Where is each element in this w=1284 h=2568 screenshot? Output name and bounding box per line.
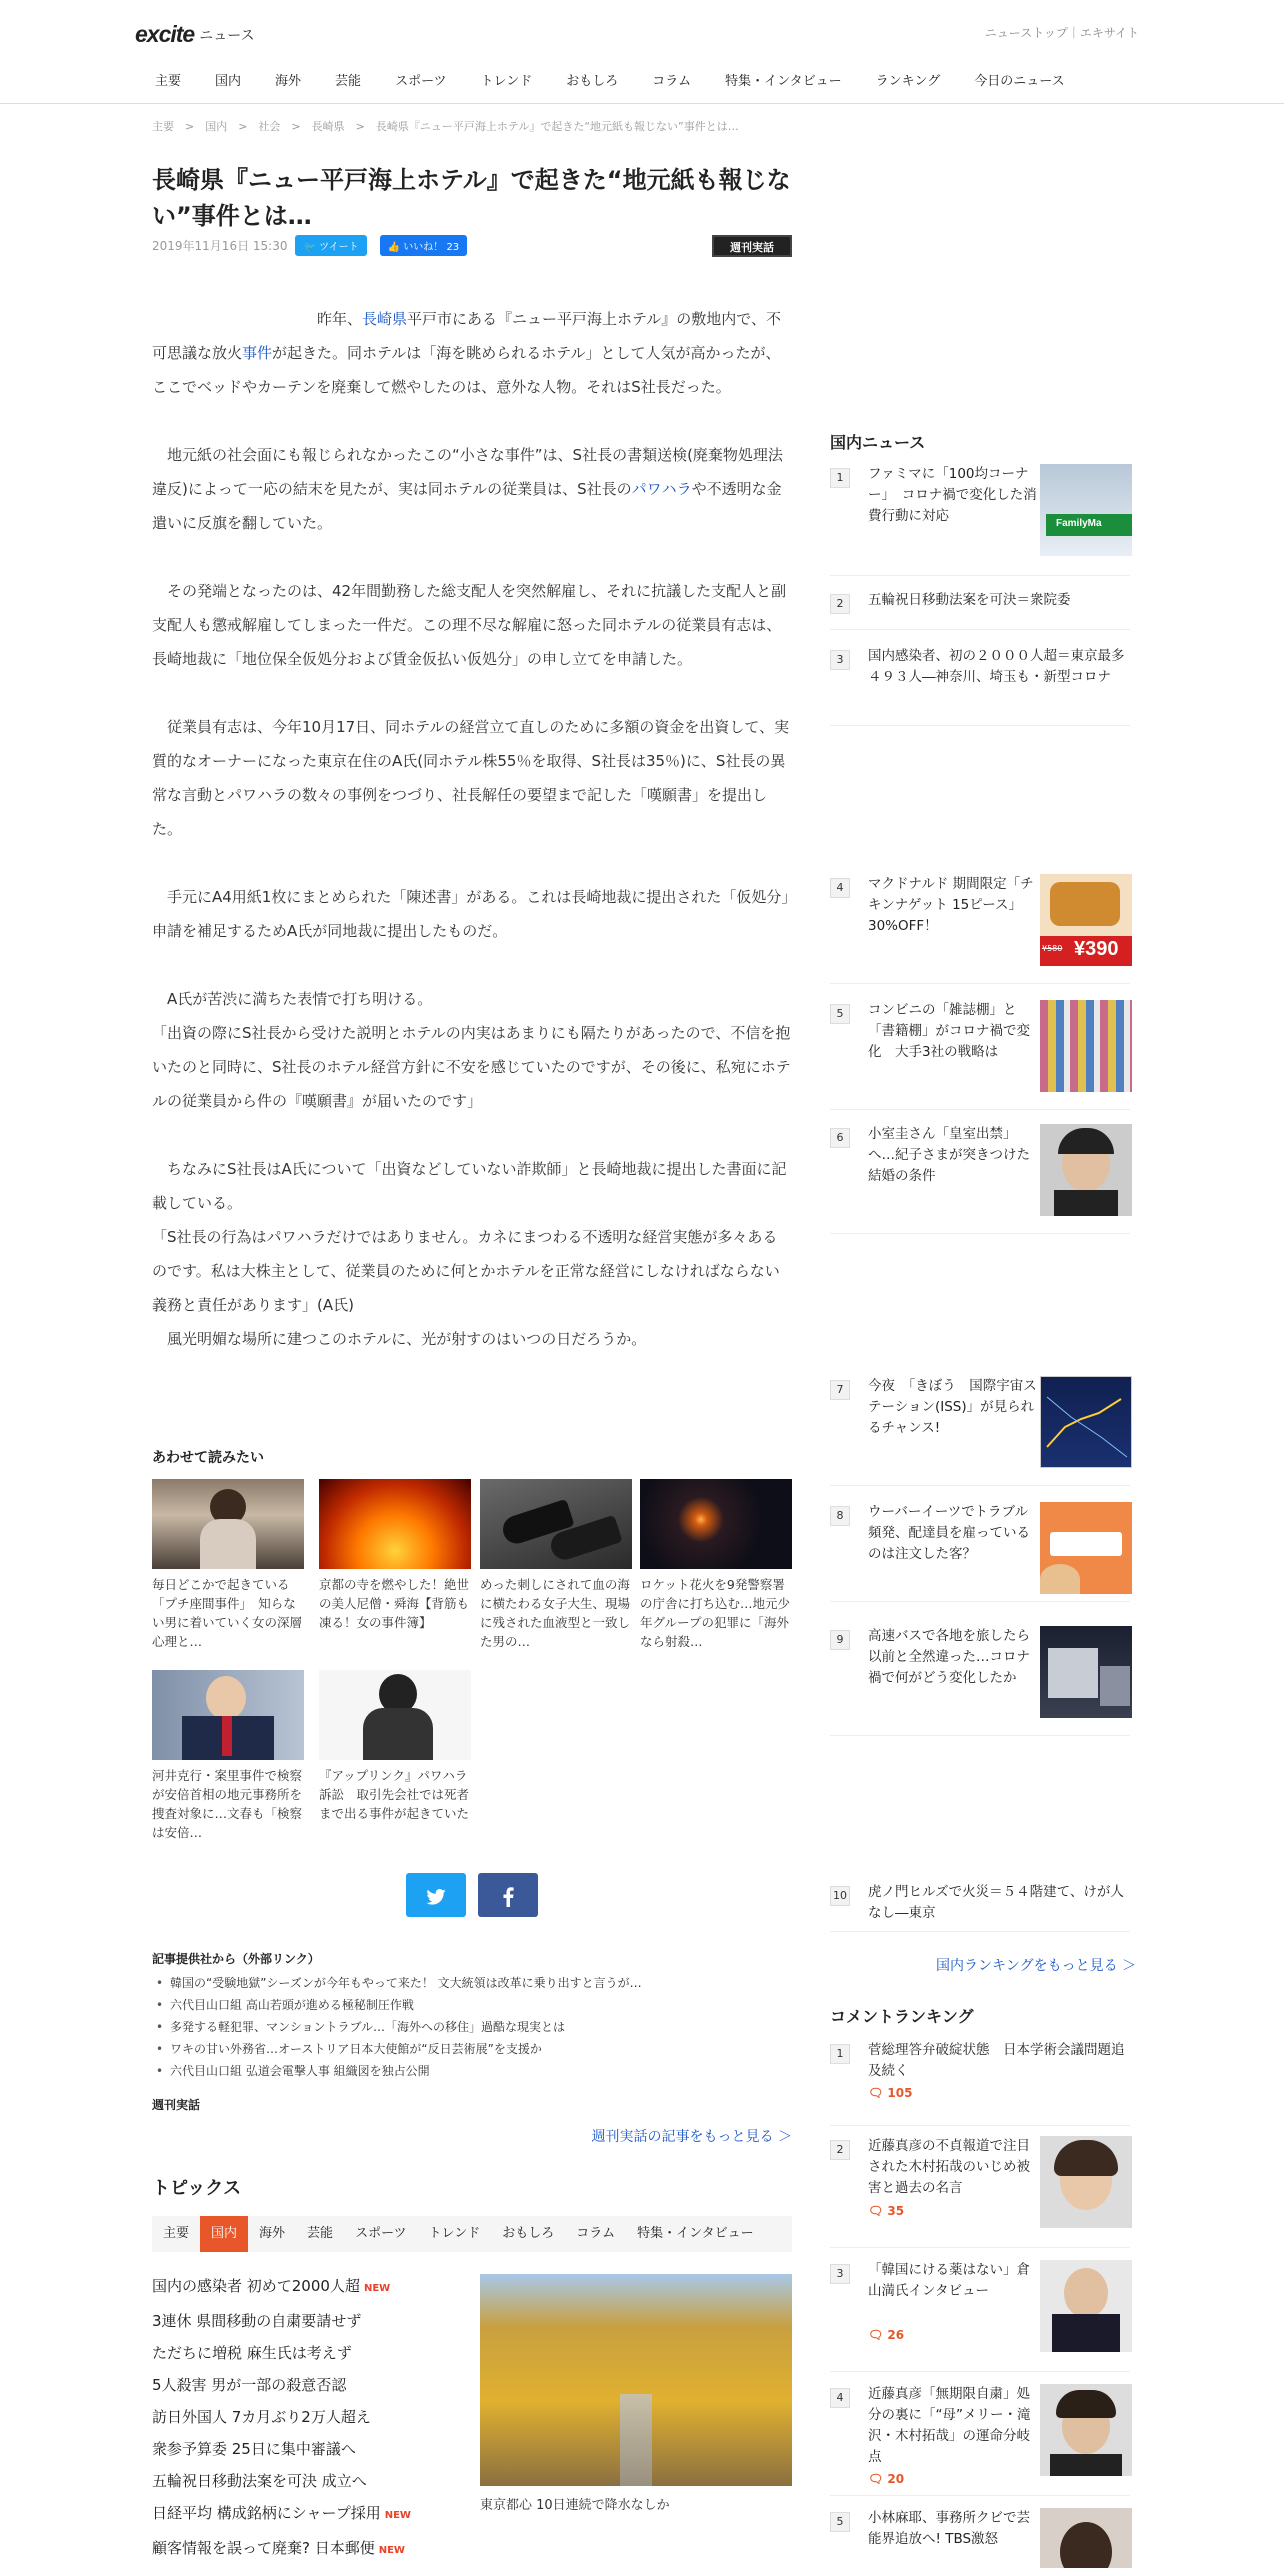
nav-item[interactable]: 海外	[275, 74, 302, 89]
nav-item[interactable]: 国内	[215, 74, 242, 89]
article-title: 長崎県『ニュー平戸海上ホテル』で起きた“地元紙も報じない”事件とは…	[152, 166, 791, 230]
rank-title: 虎ノ門ヒルズで火災＝５４階建て、けが人なし―東京	[868, 1884, 1124, 1921]
rank-number: 1	[830, 468, 850, 488]
nav-item[interactable]: コラム	[652, 74, 692, 89]
related-caption: 河井克行・案里事件で検察が安倍首相の地元事務所を捜査対象に…文春も「検察は安倍…	[152, 1768, 303, 1840]
paragraph: 「S社長の行為はパワハラだけではありません。カネにまつわる不透明な経営実態が多々あるのです。私は大株主として、従業員のために何とかホテルを正常な経営にしなければならない義務と責任があります」(A氏)	[152, 1228, 780, 1314]
rank-thumb	[1040, 1124, 1132, 1216]
keyword-link[interactable]: 事件	[242, 344, 273, 362]
rank-thumb: FamilyMa	[1040, 464, 1132, 556]
article-body	[152, 302, 792, 1356]
domestic-ranking-more-link[interactable]: 国内ランキングをもっと見る ＞	[936, 1958, 1137, 1974]
nav-item[interactable]: 今日のニュース	[974, 74, 1065, 89]
rank-number: 4	[830, 2388, 850, 2408]
related-item[interactable]	[152, 1670, 304, 1842]
rank-title: コンビニの「雑誌棚」と「書籍棚」がコロナ禍で変化 大手3社の戦略は	[868, 1002, 1030, 1060]
comment-icon: 🗨	[868, 2204, 884, 2218]
price: ¥390	[1074, 938, 1119, 960]
source-links	[152, 1972, 792, 2082]
nav-item[interactable]: トレンド	[480, 74, 533, 89]
comment-ranking-item[interactable]	[830, 2508, 1130, 2568]
topic-image[interactable]	[480, 2274, 792, 2486]
comment-ranking-item[interactable]	[830, 2136, 1130, 2248]
related-caption: めった刺しにされて血の海に横たわる女子大生、現場に残された血液型と一致した男の…	[480, 1577, 631, 1649]
rank-number: 3	[830, 650, 850, 670]
ranking-item[interactable]	[830, 464, 1130, 576]
paragraph: 手元にA4用紙1枚にまとめられた「陳述書」がある。これは長崎地裁に提出された「仮処分」申請を補足するためA氏が同地裁に提出したものだ。	[152, 888, 789, 940]
ranking-item[interactable]	[830, 874, 1130, 984]
rank-thumb	[1040, 2260, 1132, 2352]
related-item[interactable]	[480, 1479, 632, 1651]
rank-number: 7	[830, 1380, 850, 1400]
ranking-item[interactable]	[830, 590, 1130, 630]
iss-path-chart-icon	[1041, 1377, 1132, 1468]
site-header	[0, 0, 1284, 104]
paragraph: 風光明媚な場所に建つこのホテルに、光が射すのはいつの日だろうか。	[152, 1330, 647, 1348]
tab-domestic[interactable]: 国内	[200, 2216, 248, 2252]
twitter-icon	[426, 1889, 446, 1905]
facebook-icon	[503, 1887, 514, 1907]
related-heading: あわせて読みたい	[152, 1450, 264, 1466]
ranking-item[interactable]	[830, 1000, 1130, 1110]
ranking-item[interactable]	[830, 1124, 1130, 1234]
comment-ranking-heading: コメントランキング	[830, 2007, 974, 2026]
related-item[interactable]	[152, 1479, 304, 1651]
ranking-item[interactable]	[830, 1376, 1130, 1486]
source-link[interactable]: • 六代目山口組 高山若頭が進める極秘制圧作戦	[152, 1994, 792, 2016]
rank-title: 近藤真彦「無期限自粛」処分の裏に「“母”メリー・滝沢・木村拓哉」の運命分岐点	[868, 2386, 1031, 2465]
topic-image-caption: 東京都心 10日連続で降水なしか	[480, 2498, 670, 2513]
paragraph: その発端となったのは、42年間勤務した総支配人を突然解雇し、それに抗議した支配人と副支配人も懲戒解雇してしまった一件だ。この理不尽な解雇に怒った同ホテルの従業員有志は、長崎地裁に「地位保全仮処分および賃金仮払い仮処分」の申し立てを申請した。	[152, 582, 787, 668]
rank-number: 1	[830, 2044, 850, 2064]
tab-column[interactable]: コラム	[576, 2226, 616, 2241]
related-thumb	[319, 1670, 471, 1760]
related-caption: 毎日どこかで起きている「プチ座間事件」 知らない男に着いていく女の深層心理と…	[152, 1577, 303, 1649]
comment-ranking-item[interactable]	[830, 2260, 1130, 2372]
article-meta	[152, 235, 467, 256]
rank-number: 4	[830, 878, 850, 898]
comment-ranking-item[interactable]	[830, 2040, 1130, 2126]
topics-heading: トピックス	[152, 2178, 242, 2199]
source-link[interactable]: • 韓国の“受験地獄”シーズンが今年もやって来た！ 文大統領は改革に乗り出すと言うが…	[152, 1972, 792, 1994]
publisher-logo[interactable]: 週刊実話	[712, 235, 792, 257]
comment-count: 🗨 105	[868, 2086, 913, 2100]
rank-number: 5	[830, 1004, 850, 1024]
topic-item[interactable]: 日経平均 構成銘柄にシャープ採用 NEW	[152, 2504, 411, 2522]
tab-feature[interactable]: 特集・インタビュー	[637, 2226, 754, 2241]
new-badge: NEW	[363, 2283, 391, 2294]
rank-title: マクドナルド 期間限定「チキンナゲット 15ピース」30%OFF！	[868, 876, 1034, 934]
source-link[interactable]: • ワキの甘い外務省…オーストリア日本大使館が“反日芸術展”を支援か	[152, 2038, 792, 2060]
ranking-item[interactable]	[830, 1626, 1130, 1736]
breadcrumb[interactable]: 主要 > 国内 > 社会 > 長崎県 > 長崎県『ニュー平戸海上ホテル』で起きた“地元紙も報じない”事件とは…	[152, 120, 739, 133]
nav-item[interactable]: おもしろ	[566, 74, 619, 89]
rank-title: 近藤真彦の不貞報道で注目された木村拓哉のいじめ被害と過去の名言	[868, 2138, 1030, 2196]
rank-number: 3	[830, 2264, 850, 2284]
related-thumb	[480, 1479, 632, 1569]
topics-tabs	[152, 2216, 792, 2252]
rank-thumb	[1040, 2384, 1132, 2476]
tab-trend[interactable]: トレンド	[428, 2226, 481, 2241]
related-item[interactable]	[319, 1670, 471, 1842]
header-links[interactable]: ニューストップ｜エキサイト	[984, 26, 1139, 40]
tab-funny[interactable]: おもしろ	[502, 2226, 555, 2241]
global-nav	[155, 70, 1099, 89]
rank-title: ウーバーイーツでトラブル頻発、配達員を雇っているのは注文した客？	[868, 1504, 1030, 1562]
new-badge: NEW	[378, 2545, 405, 2556]
rank-title: 今夜 「きぼう 国際宇宙ステーション(ISS)」が見られるチャンス!	[868, 1378, 1037, 1436]
comment-count: 🗨 35	[868, 2204, 905, 2218]
topic-item[interactable]: 5人殺害 男が一部の殺意否認	[152, 2376, 347, 2394]
related-caption: 京都の寺を燃やした！絶世の美人尼僧・舜海【背筋も凍る！女の事件簿】	[319, 1577, 470, 1630]
rank-thumb	[1040, 2136, 1132, 2228]
rank-title: ファミマに「100均コーナー」 コロナ禍で変化した消費行動に対応	[868, 466, 1037, 524]
rank-title: 小室圭さん「皇室出禁」へ…紀子さまが突きつけた結婚の条件	[868, 1126, 1030, 1184]
paragraph: 昨年、長崎県平戸市にある『ニュー平戸海上ホテル』の敷地内で、不可思議な放火事件が起きた。同ホテルは「海を眺められるホテル」として人気が高かったが、ここでベッドやカーテンを廃棄して燃やしたのは、意外な人物。それはS社長だった。	[152, 310, 781, 396]
related-thumb	[152, 1479, 304, 1569]
nav-item[interactable]: スポーツ	[395, 74, 447, 89]
topic-item[interactable]: ただちに増税 麻生氏は考えず	[152, 2344, 352, 2362]
comment-count: 🗨 20	[868, 2472, 905, 2486]
rank-number: 9	[830, 1630, 850, 1650]
related-thumb	[152, 1670, 304, 1760]
nav-item[interactable]: 主要	[155, 74, 182, 89]
related-thumb	[319, 1479, 471, 1569]
rank-title: 小林麻耶、事務所クビで芸能界追放へ! TBS激怒	[868, 2510, 1030, 2547]
domestic-ranking-heading: 国内ニュース	[830, 433, 926, 452]
source-publisher: 週刊実話	[152, 2098, 201, 2112]
topic-item[interactable]: 国内の感染者 初めて2000人超 NEW	[152, 2277, 391, 2295]
nav-item[interactable]: 特集・インタビュー	[725, 74, 842, 89]
ranking-item[interactable]	[830, 1502, 1130, 1602]
keyword-link[interactable]: パワハラ	[631, 480, 692, 498]
paragraph: ちなみにS社長はA氏について「出資などしていない詐欺師」と長崎地裁に提出した書面に記載している。	[152, 1160, 787, 1212]
rank-title: 菅総理答弁破綻状態 日本学術会議問題追及続く	[868, 2042, 1125, 2079]
source-link[interactable]: • 六代目山口組 弘道会電撃人事 組織図を独占公開	[152, 2060, 792, 2082]
rank-number: 2	[830, 594, 850, 614]
rank-title: 五輪祝日移動法案を可決＝衆院委	[868, 592, 1071, 608]
comment-ranking-item[interactable]	[830, 2384, 1130, 2496]
excite-logo[interactable]	[135, 16, 255, 48]
share-facebook-button[interactable]	[478, 1873, 538, 1917]
old-price: ¥580	[1042, 944, 1063, 953]
article-date: 2019年11月16日 15:30	[152, 239, 288, 253]
comment-icon: 🗨	[868, 2472, 884, 2486]
related-item[interactable]	[319, 1479, 471, 1651]
rank-title: 国内感染者、初の２０００人超＝東京最多４９３人―神奈川、埼玉も・新型コロナ	[868, 648, 1125, 685]
source-link[interactable]: • 多発する軽犯罪、マンショントラブル…「海外への移住」過酷な現実とは	[152, 2016, 792, 2038]
rank-title: 高速バスで各地を旅したら以前と全然違った…コロナ禍で何がどう変化したか	[868, 1628, 1030, 1686]
related-caption: ロケット花火を9発警察署の庁舎に打ち込む…地元少年グループの犯罪に「海外なら射殺…	[640, 1577, 791, 1649]
topic-item[interactable]: 五輪祝日移動法案を可決 成立へ	[152, 2472, 367, 2490]
rank-number: 5	[830, 2512, 850, 2532]
source-heading: 記事提供社から（外部リンク）	[152, 1952, 320, 1966]
comment-icon: 🗨	[868, 2086, 884, 2100]
rank-title: 「韓国にける薬はない」倉山満氏インタビュー	[868, 2262, 1030, 2299]
rank-number: 10	[830, 1886, 850, 1906]
tweet-button[interactable]: 🐦 ツイート	[295, 235, 366, 256]
related-caption: 『アップリンク』パワハラ訴訟 取引先会社では死者まで出る事件が起きていた	[319, 1768, 470, 1821]
rank-thumb	[1040, 1502, 1132, 1594]
publisher-more-link[interactable]: 週刊実話の記事をもっと見る ＞	[591, 2129, 792, 2145]
logo-sub: ニュース	[199, 28, 255, 44]
keyword-link[interactable]: 長崎県	[362, 310, 408, 328]
paragraph: 地元紙の社会面にも報じられなかったこの“小さな事件”は、S社長の書類送検(廃棄物処理法違反)によって一応の結末を見たが、実は同ホテルの従業員は、S社長のパワハラや不透明な金遣いに反旗を翻していた。	[152, 446, 783, 532]
topics-list	[152, 2270, 452, 2567]
rank-thumb	[1040, 2508, 1132, 2568]
comment-count: 🗨 26	[868, 2328, 905, 2342]
nav-item[interactable]: 芸能	[335, 74, 362, 89]
rank-number: 2	[830, 2140, 850, 2160]
rank-thumb	[1040, 874, 1132, 966]
paragraph: 「出資の際にS社長から受けた説明とホテルの内実はあまりにも隔たりがあったので、不信を抱いたのと同時に、S社長のホテル経営方針に不安を感じていたのですが、その後に、私宛にホテルの従業員から件の『嘆願書』が届いたのです」	[152, 1024, 791, 1110]
ranking-item[interactable]	[830, 646, 1130, 726]
related-item[interactable]	[640, 1479, 792, 1651]
topic-item[interactable]: 顧客情報を誤って廃棄? 日本郵便 NEW	[152, 2539, 405, 2557]
new-badge: NEW	[384, 2510, 411, 2521]
share-twitter-button[interactable]	[406, 1873, 466, 1917]
tab-main[interactable]: 主要	[163, 2226, 190, 2241]
paragraph: 従業員有志は、今年10月17日、同ホテルの経営立て直しのために多額の資金を出資して、実質的なオーナーになった東京在住のA氏(同ホテル株55％を取得、S社長は35％)に、S社長の異常な言動とパワハラの数々の事例をつづり、社長解任の要望まで記した「嘆願書」を提出した。	[152, 718, 790, 838]
topic-item[interactable]: 訪日外国人 7カ月ぶり2万人超え	[152, 2408, 371, 2426]
tab-world[interactable]: 海外	[259, 2226, 286, 2241]
topic-item[interactable]: 3連休 県間移動の自粛要請せず	[152, 2312, 362, 2330]
rank-thumb	[1040, 1626, 1132, 1718]
tab-sports[interactable]: スポーツ	[355, 2226, 407, 2241]
ranking-item[interactable]	[830, 1882, 1130, 1932]
tab-entertainment[interactable]: 芸能	[307, 2226, 334, 2241]
rank-thumb	[1040, 1000, 1132, 1092]
nav-item[interactable]: ランキング	[875, 74, 941, 89]
like-button[interactable]: 👍 いいね！ 23	[380, 235, 468, 256]
rank-thumb	[1040, 1376, 1132, 1468]
rank-number: 8	[830, 1506, 850, 1526]
comment-icon: 🗨	[868, 2328, 884, 2342]
paragraph: A氏が苦渋に満ちた表情で打ち明ける。	[152, 990, 433, 1008]
logo-brand: excite	[135, 21, 195, 47]
rank-number: 6	[830, 1128, 850, 1148]
topic-item[interactable]: 衆参予算委 25日に集中審議へ	[152, 2440, 356, 2458]
related-thumb	[640, 1479, 792, 1569]
